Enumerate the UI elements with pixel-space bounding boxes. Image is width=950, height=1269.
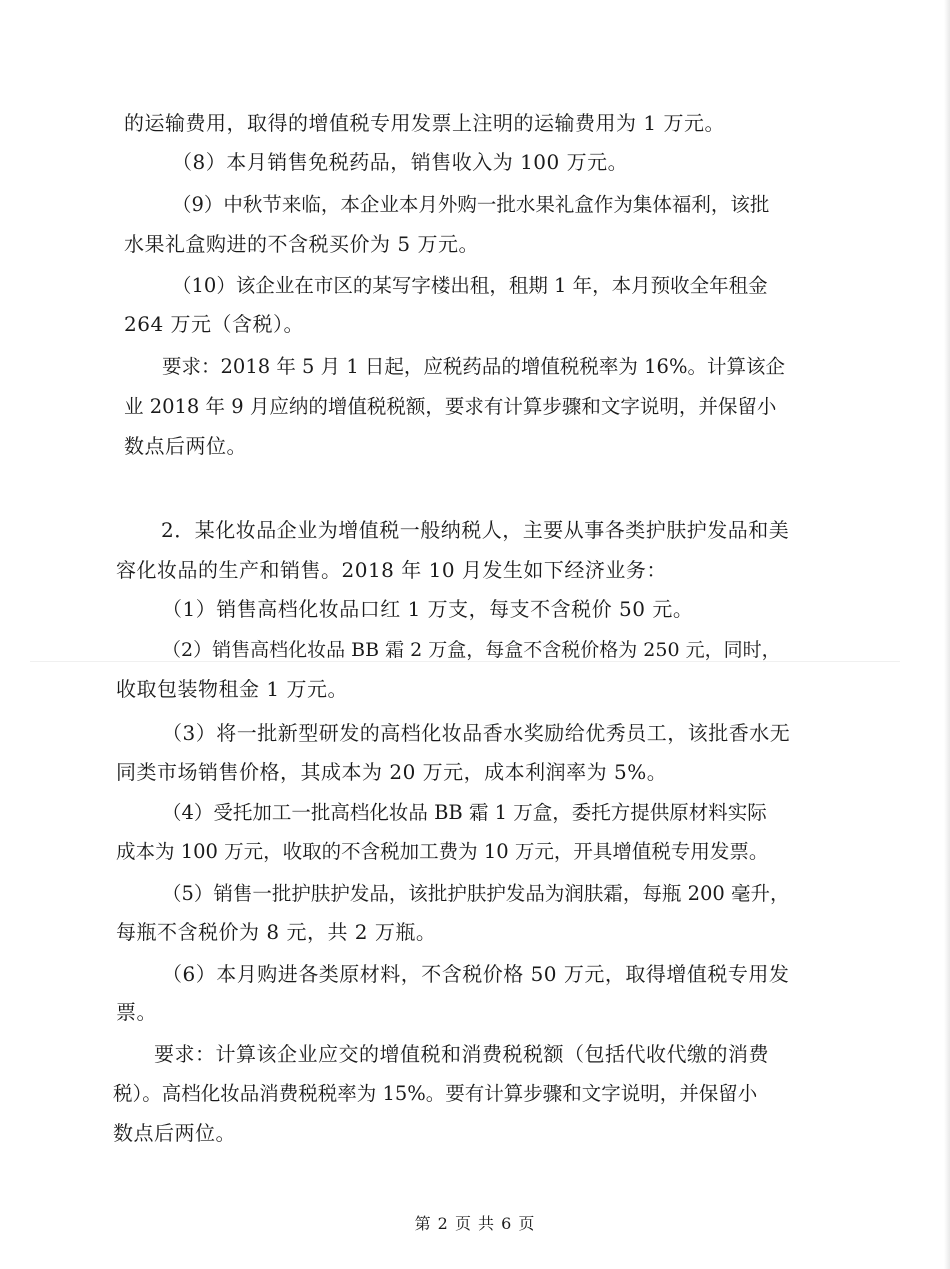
requirement-line: 要求：2018 年 5 月 1 日起，应税药品的增值税税率为 16%。计算该企 xyxy=(162,355,785,378)
requirement-line: 数点后两位。 xyxy=(113,1121,236,1145)
paragraph-line: （9）中秋节来临，本企业本月外购一批水果礼盒作为集体福利，该批 xyxy=(172,193,770,216)
paragraph-line: （8）本月销售免税药品，销售收入为 100 万元。 xyxy=(172,150,629,174)
paragraph-line: 票。 xyxy=(116,1000,157,1024)
paragraph-line: 收取包装物租金 1 万元。 xyxy=(116,677,348,701)
paragraph-line: 同类市场销售价格，其成本为 20 万元，成本利润率为 5%。 xyxy=(116,760,668,784)
paragraph-line: （10）该企业在市区的某写字楼出租，租期 1 年，本月预收全年租金 xyxy=(172,274,768,297)
paragraph-line: 的运输费用，取得的增值税专用发票上注明的运输费用为 1 万元。 xyxy=(124,111,725,135)
paragraph-line: （6）本月购进各类原材料，不含税价格 50 万元，取得增值税专用发 xyxy=(162,962,790,986)
paragraph-line: 每瓶不含税价为 8 元，共 2 万瓶。 xyxy=(116,920,437,944)
page-number-footer: 第 2 页 共 6 页 xyxy=(414,1214,536,1233)
paragraph-line: 264 万元（含税）。 xyxy=(124,312,305,336)
paragraph-line: （5）销售一批护肤护发品，该批护肤护发品为润肤霜，每瓶 200 毫升， xyxy=(162,882,790,905)
paragraph-line: 水果礼盒购进的不含税买价为 5 万元。 xyxy=(124,232,479,256)
paragraph-line: （3）将一批新型研发的高档化妆品香水奖励给优秀员工，该批香水无 xyxy=(162,721,791,745)
question-heading-line: 2．某化妆品企业为增值税一般纳税人，主要从事各类护肤护发品和美 xyxy=(161,518,790,542)
requirement-line: 要求：计算该企业应交的增值税和消费税税额（包括代收代缴的消费 xyxy=(154,1042,769,1066)
requirement-line: 业 2018 年 9 月应纳的增值税税额，要求有计算步骤和文字说明，并保留小 xyxy=(124,395,777,418)
paragraph-line: （1）销售高档化妆品口红 1 万支，每支不含税价 50 元。 xyxy=(162,597,694,621)
page-edge-shadow xyxy=(944,0,950,1269)
paragraph-line: （4）受托加工一批高档化妆品 BB 霜 1 万盒，委托方提供原材料实际 xyxy=(162,801,767,824)
requirement-line: 税）。高档化妆品消费税税率为 15%。要有计算步骤和文字说明，并保留小 xyxy=(113,1082,758,1105)
paragraph-line: 容化妆品的生产和销售。2018 年 10 月发生如下经济业务： xyxy=(116,558,667,582)
paragraph-line: （2）销售高档化妆品 BB 霜 2 万盒，每盒不含税价格为 250 元，同时， xyxy=(162,639,781,661)
paragraph-line: 成本为 100 万元，收取的不含税加工费为 10 万元，开具增值税专用发票。 xyxy=(116,840,769,863)
requirement-line: 数点后两位。 xyxy=(124,434,247,458)
